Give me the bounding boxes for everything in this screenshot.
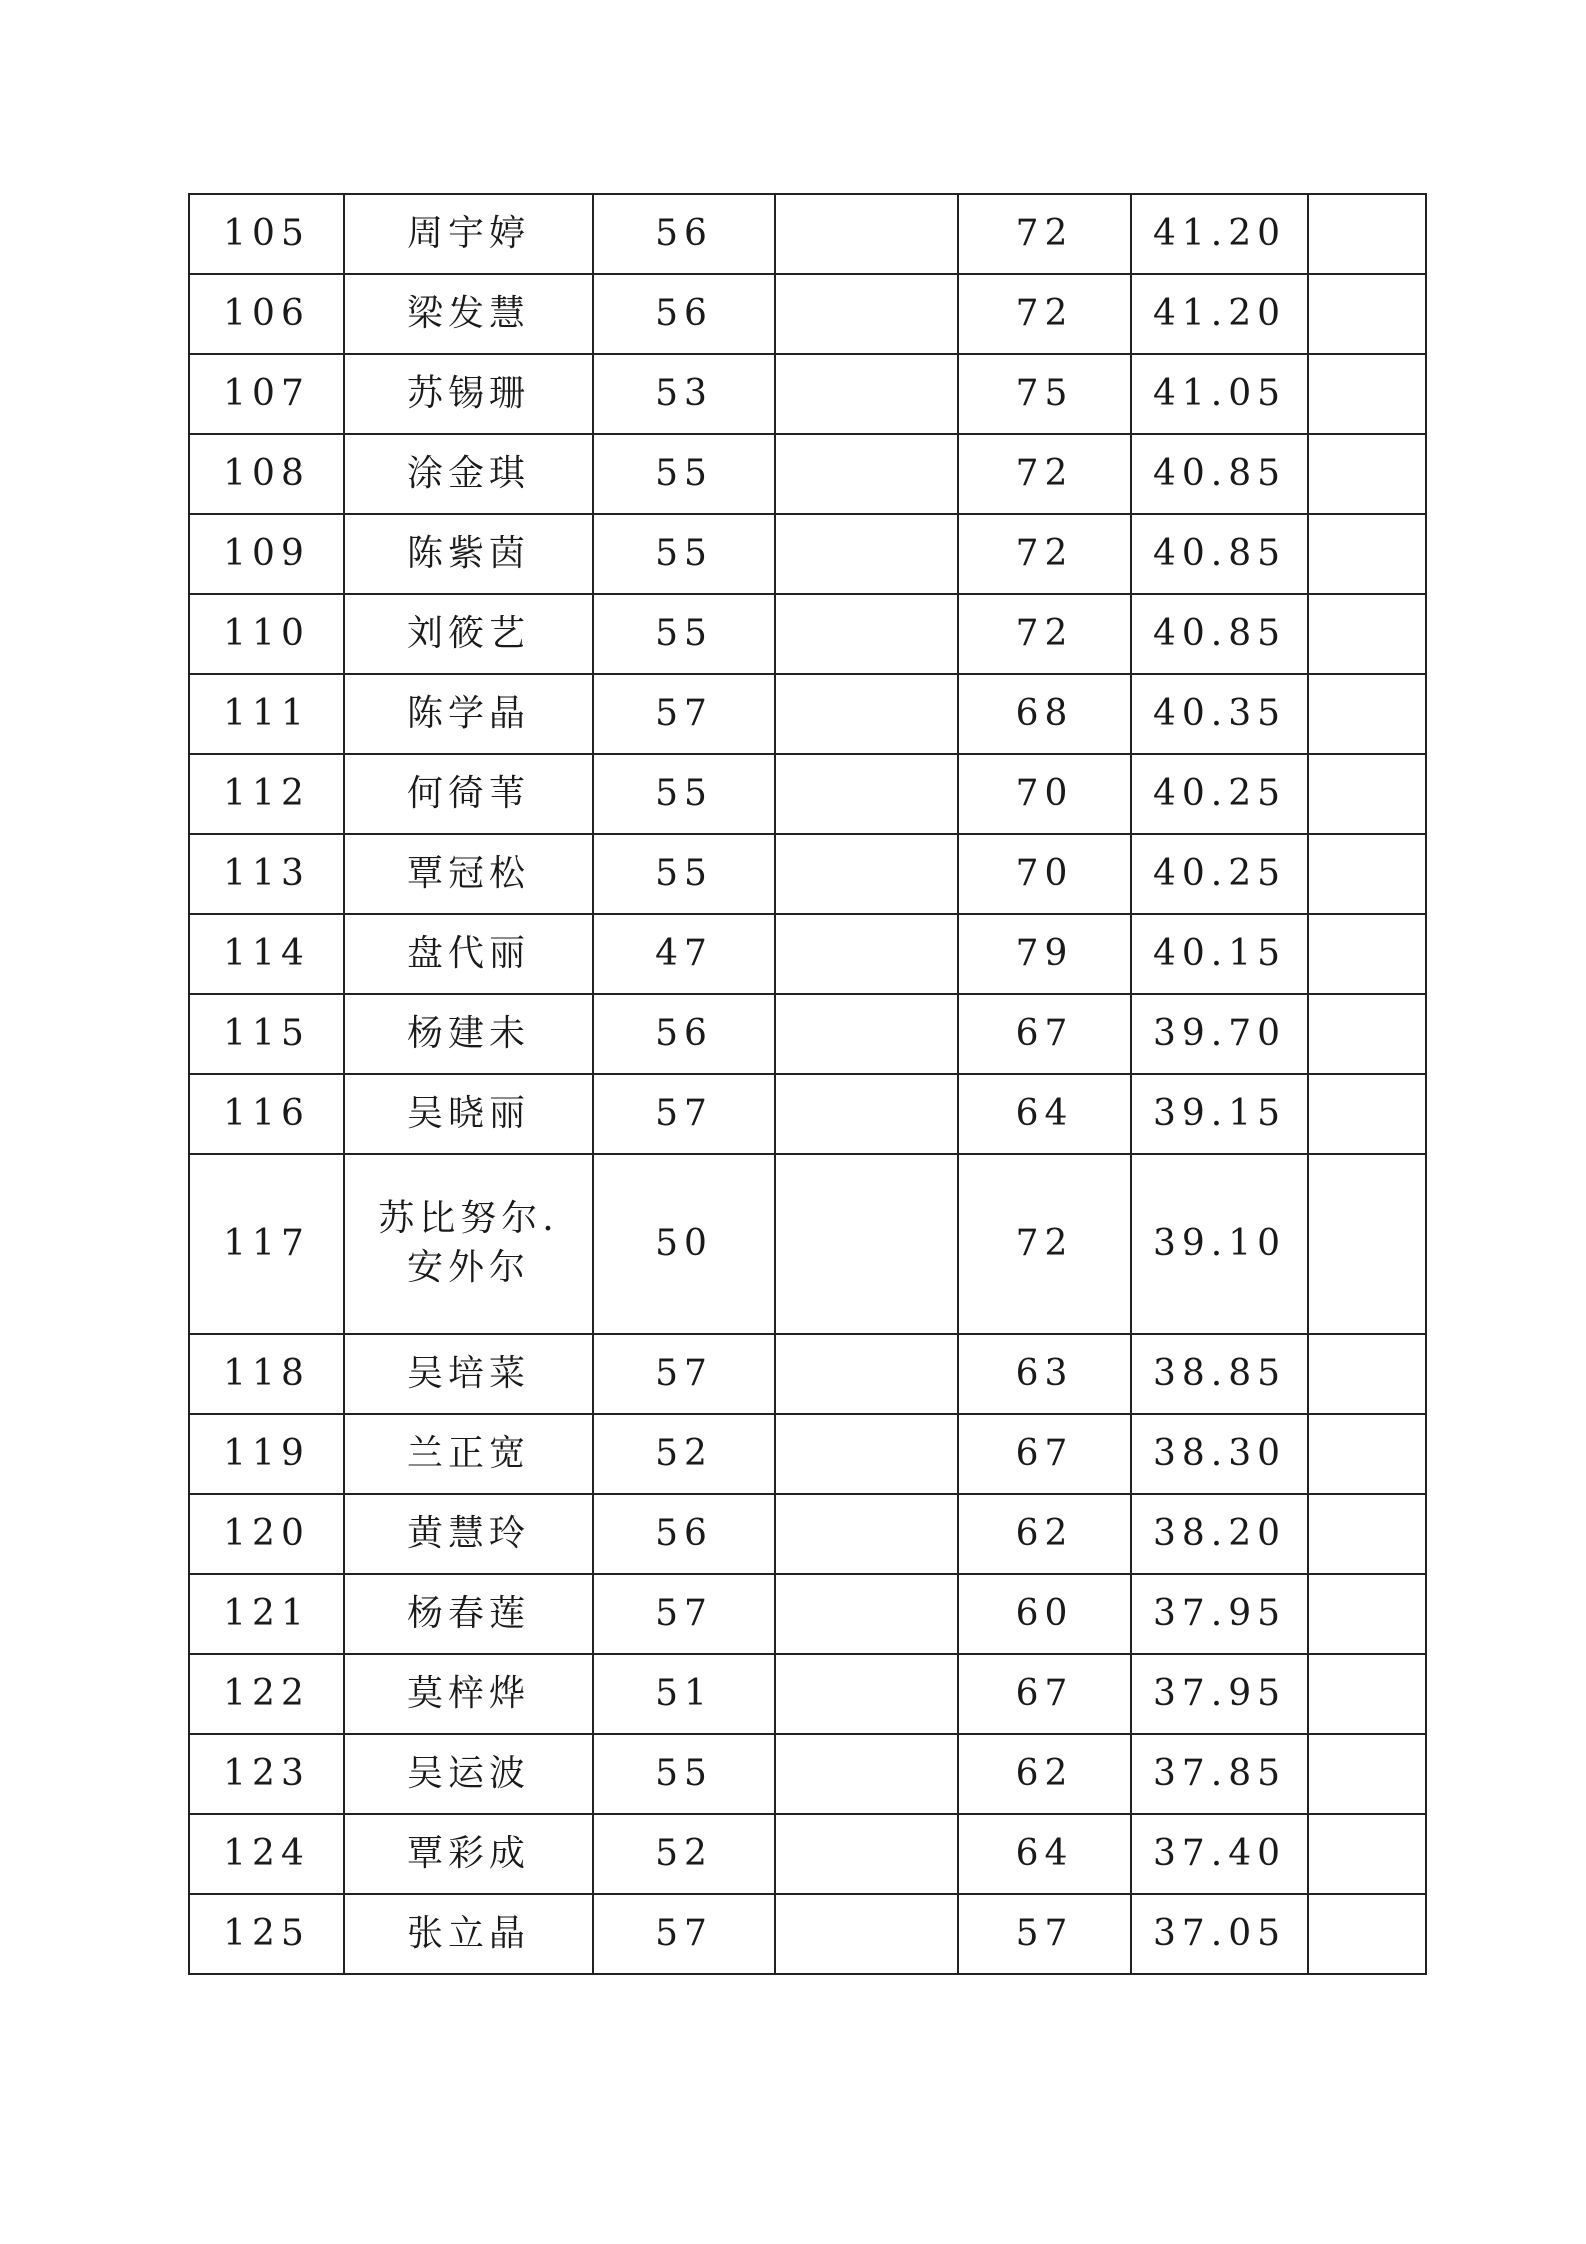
note-cell: [1308, 514, 1426, 594]
blank-cell: [775, 1654, 958, 1734]
blank-cell: [775, 1574, 958, 1654]
score-b-cell: 64: [958, 1074, 1131, 1154]
total-cell: 40.85: [1131, 434, 1308, 514]
total-cell: 37.05: [1131, 1894, 1308, 1974]
note-cell: [1308, 1074, 1426, 1154]
row-number-cell: 107: [189, 354, 344, 434]
name-cell: 兰正宽: [344, 1414, 593, 1494]
note-cell: [1308, 354, 1426, 434]
score-a-cell: 47: [593, 914, 775, 994]
name-cell: 周宇婷: [344, 194, 593, 274]
blank-cell: [775, 674, 958, 754]
row-number-cell: 110: [189, 594, 344, 674]
row-number-cell: 106: [189, 274, 344, 354]
score-a-cell: 52: [593, 1414, 775, 1494]
blank-cell: [775, 834, 958, 914]
row-number-cell: 120: [189, 1494, 344, 1574]
table-row: [189, 194, 1426, 274]
table-row: [189, 1414, 1426, 1494]
score-a-cell: 55: [593, 434, 775, 514]
name-cell: 张立晶: [344, 1894, 593, 1974]
row-number-cell: 117: [189, 1154, 344, 1334]
name-cell: 覃彩成: [344, 1814, 593, 1894]
score-b-cell: 70: [958, 834, 1131, 914]
name-line-2: 安外尔: [406, 1247, 530, 1288]
total-cell: 39.15: [1131, 1074, 1308, 1154]
total-cell: 38.85: [1131, 1334, 1308, 1414]
note-cell: [1308, 914, 1426, 994]
blank-cell: [775, 994, 958, 1074]
total-cell: 41.20: [1131, 194, 1308, 274]
table-row: [189, 1494, 1426, 1574]
score-b-cell: 70: [958, 754, 1131, 834]
blank-cell: [775, 754, 958, 834]
total-cell: 39.10: [1131, 1154, 1308, 1334]
score-b-cell: 67: [958, 1414, 1131, 1494]
table-row: [189, 1814, 1426, 1894]
table-row: [189, 1334, 1426, 1414]
name-line-1: 苏比努尔.: [378, 1198, 559, 1240]
score-a-cell: 51: [593, 1654, 775, 1734]
row-number-cell: 122: [189, 1654, 344, 1734]
note-cell: [1308, 834, 1426, 914]
score-a-cell: 55: [593, 834, 775, 914]
total-cell: 40.85: [1131, 594, 1308, 674]
table-row: [189, 434, 1426, 514]
score-b-cell: 72: [958, 194, 1131, 274]
score-b-cell: 62: [958, 1734, 1131, 1814]
total-cell: 37.95: [1131, 1654, 1308, 1734]
score-a-cell: 57: [593, 1574, 775, 1654]
score-a-cell: 55: [593, 1734, 775, 1814]
total-cell: 37.85: [1131, 1734, 1308, 1814]
score-a-cell: 57: [593, 674, 775, 754]
blank-cell: [775, 1334, 958, 1414]
note-cell: [1308, 1654, 1426, 1734]
score-b-cell: 75: [958, 354, 1131, 434]
row-number-cell: 123: [189, 1734, 344, 1814]
total-cell: 40.25: [1131, 834, 1308, 914]
blank-cell: [775, 1154, 958, 1334]
blank-cell: [775, 914, 958, 994]
row-number-cell: 114: [189, 914, 344, 994]
total-cell: 40.85: [1131, 514, 1308, 594]
blank-cell: [775, 1414, 958, 1494]
name-cell: 杨春莲: [344, 1574, 593, 1654]
name-cell: 覃冠松: [344, 834, 593, 914]
total-cell: 41.05: [1131, 354, 1308, 434]
score-a-cell: 56: [593, 274, 775, 354]
row-number-cell: 124: [189, 1814, 344, 1894]
table-row: [189, 1894, 1426, 1974]
table-row: [189, 1734, 1426, 1814]
blank-cell: [775, 194, 958, 274]
row-number-cell: 113: [189, 834, 344, 914]
score-a-cell: 56: [593, 1494, 775, 1574]
note-cell: [1308, 594, 1426, 674]
blank-cell: [775, 1074, 958, 1154]
score-a-cell: 57: [593, 1334, 775, 1414]
table-row: [189, 1654, 1426, 1734]
score-b-cell: 63: [958, 1334, 1131, 1414]
score-a-cell: 53: [593, 354, 775, 434]
note-cell: [1308, 1814, 1426, 1894]
total-cell: 38.30: [1131, 1414, 1308, 1494]
total-cell: 39.70: [1131, 994, 1308, 1074]
row-number-cell: 105: [189, 194, 344, 274]
name-cell: 梁发慧: [344, 274, 593, 354]
score-b-cell: 62: [958, 1494, 1131, 1574]
total-cell: 37.40: [1131, 1814, 1308, 1894]
note-cell: [1308, 994, 1426, 1074]
table-row: [189, 994, 1426, 1074]
blank-cell: [775, 1814, 958, 1894]
note-cell: [1308, 274, 1426, 354]
blank-cell: [775, 1494, 958, 1574]
table-row: [189, 1154, 1426, 1334]
row-number-cell: 112: [189, 754, 344, 834]
name-cell: 莫梓烨: [344, 1654, 593, 1734]
table-row: [189, 1574, 1426, 1654]
name-cell: 刘筱艺: [344, 594, 593, 674]
table-row: [189, 594, 1426, 674]
blank-cell: [775, 434, 958, 514]
name-cell: 盘代丽: [344, 914, 593, 994]
total-cell: 38.20: [1131, 1494, 1308, 1574]
score-a-cell: 55: [593, 754, 775, 834]
name-cell: [344, 1154, 593, 1334]
row-number-cell: 125: [189, 1894, 344, 1974]
score-b-cell: 72: [958, 274, 1131, 354]
score-table: [188, 193, 1427, 1975]
row-number-cell: 119: [189, 1414, 344, 1494]
note-cell: [1308, 754, 1426, 834]
name-cell: 吴培菜: [344, 1334, 593, 1414]
score-b-cell: 64: [958, 1814, 1131, 1894]
total-cell: 37.95: [1131, 1574, 1308, 1654]
name-cell: 杨建未: [344, 994, 593, 1074]
note-cell: [1308, 1494, 1426, 1574]
name-cell: 何徛苇: [344, 754, 593, 834]
total-cell: 41.20: [1131, 274, 1308, 354]
row-number-cell: 109: [189, 514, 344, 594]
note-cell: [1308, 1734, 1426, 1814]
name-cell: 吴晓丽: [344, 1074, 593, 1154]
table-row: [189, 1074, 1426, 1154]
score-a-cell: 55: [593, 514, 775, 594]
name-cell: 吴运波: [344, 1734, 593, 1814]
score-b-cell: 67: [958, 994, 1131, 1074]
name-cell: 涂金琪: [344, 434, 593, 514]
score-b-cell: 72: [958, 1154, 1131, 1334]
score-b-cell: 60: [958, 1574, 1131, 1654]
table-row: [189, 514, 1426, 594]
name-cell: 陈学晶: [344, 674, 593, 754]
score-b-cell: 67: [958, 1654, 1131, 1734]
blank-cell: [775, 1734, 958, 1814]
score-a-cell: 56: [593, 994, 775, 1074]
table-row: [189, 674, 1426, 754]
row-number-cell: 116: [189, 1074, 344, 1154]
blank-cell: [775, 1894, 958, 1974]
table-row: [189, 354, 1426, 434]
score-a-cell: 57: [593, 1894, 775, 1974]
score-b-cell: 72: [958, 434, 1131, 514]
total-cell: 40.35: [1131, 674, 1308, 754]
note-cell: [1308, 674, 1426, 754]
score-a-cell: 56: [593, 194, 775, 274]
score-b-cell: 79: [958, 914, 1131, 994]
table-row: [189, 834, 1426, 914]
note-cell: [1308, 1154, 1426, 1334]
score-a-cell: 57: [593, 1074, 775, 1154]
table-row: [189, 274, 1426, 354]
row-number-cell: 121: [189, 1574, 344, 1654]
name-cell: 陈紫茵: [344, 514, 593, 594]
score-a-cell: 55: [593, 594, 775, 674]
table-row: [189, 754, 1426, 834]
blank-cell: [775, 354, 958, 434]
note-cell: [1308, 1894, 1426, 1974]
name-cell: 黄慧玲: [344, 1494, 593, 1574]
score-table-body: [189, 194, 1426, 1974]
note-cell: [1308, 434, 1426, 514]
row-number-cell: 111: [189, 674, 344, 754]
blank-cell: [775, 274, 958, 354]
name-cell: 苏锡珊: [344, 354, 593, 434]
score-b-cell: 57: [958, 1894, 1131, 1974]
score-a-cell: 52: [593, 1814, 775, 1894]
score-b-cell: 72: [958, 594, 1131, 674]
row-number-cell: 118: [189, 1334, 344, 1414]
note-cell: [1308, 1414, 1426, 1494]
total-cell: 40.25: [1131, 754, 1308, 834]
blank-cell: [775, 514, 958, 594]
score-b-cell: 72: [958, 514, 1131, 594]
table-row: [189, 914, 1426, 994]
blank-cell: [775, 594, 958, 674]
note-cell: [1308, 1334, 1426, 1414]
score-b-cell: 68: [958, 674, 1131, 754]
note-cell: [1308, 194, 1426, 274]
row-number-cell: 108: [189, 434, 344, 514]
note-cell: [1308, 1574, 1426, 1654]
score-a-cell: 50: [593, 1154, 775, 1334]
total-cell: 40.15: [1131, 914, 1308, 994]
row-number-cell: 115: [189, 994, 344, 1074]
